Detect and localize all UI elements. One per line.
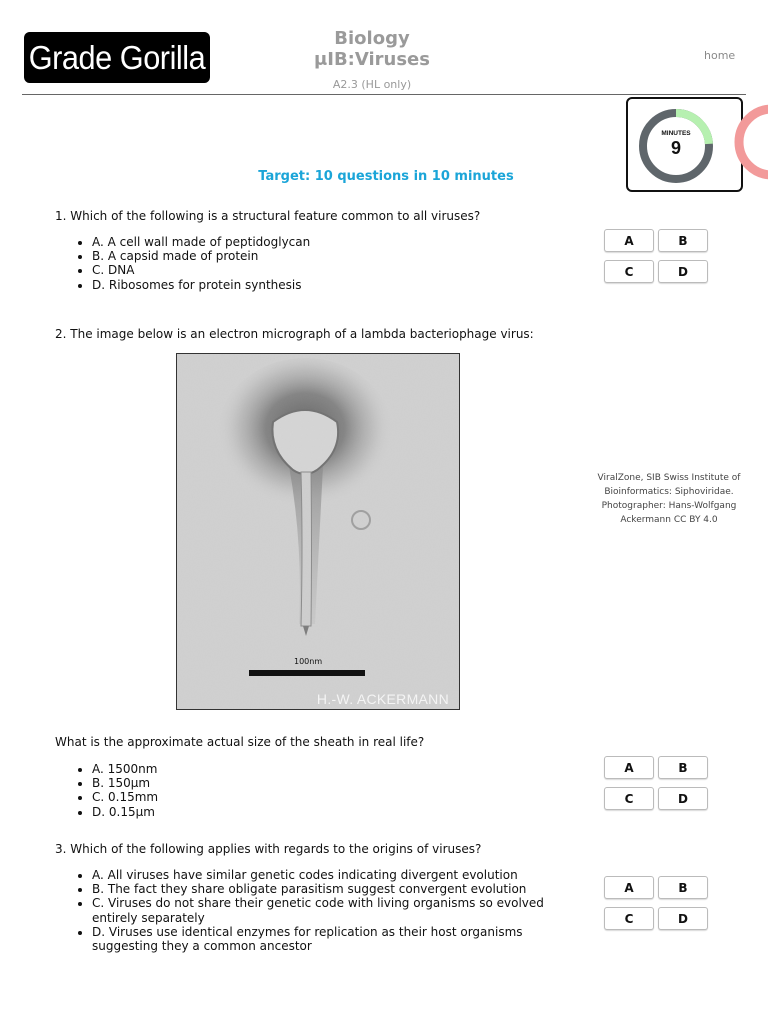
question-3-answer-buttons — [604, 876, 707, 933]
image-credit: ViralZone, SIB Swiss Institute of Bioinformatics: Siphoviridae. Photographer: Hans-Wolfgang Ackermann CC BY 4.0 — [597, 473, 741, 525]
answer-b-button[interactable]: B — [658, 876, 708, 899]
option-a: • A. All viruses have similar genetic codes indicating divergent evolution — [92, 868, 592, 882]
next-timer-ring-arc — [739, 109, 768, 175]
option-a: • A. 1500nm — [92, 762, 632, 776]
next-timer-peek — [730, 104, 768, 180]
topic-title: μIB:Viruses — [314, 49, 430, 70]
question-2-prompt: What is the approximate actual size of the sheath in real life? — [55, 735, 425, 749]
answer-d-button[interactable]: D — [658, 787, 708, 810]
option-c: • C. DNA — [92, 263, 632, 277]
grade-gorilla-logo: Grade Gorilla — [24, 32, 210, 83]
question-2-options — [55, 762, 632, 819]
option-b: • B. 150μm — [92, 776, 632, 790]
bacteriophage-image — [177, 354, 459, 709]
question-1-options — [55, 235, 632, 292]
scale-bar — [249, 670, 365, 676]
photographer-watermark: H.-W. ACKERMANN — [316, 691, 449, 707]
option-c: • C. 0.15mm — [92, 790, 632, 804]
question-3-options — [55, 868, 592, 953]
option-b: • B. A capsid made of protein — [92, 249, 632, 263]
subject-title: Biology — [334, 28, 410, 49]
next-timer-mask — [730, 104, 733, 180]
timer-label: MINUTES — [661, 130, 691, 137]
question-2-answer-buttons — [604, 756, 707, 813]
option-d: • D. 0.15μm — [92, 805, 632, 819]
countdown-timer — [626, 97, 743, 192]
option-c: • C. Viruses do not share their genetic code with living organisms so evolved entirely separately — [92, 896, 592, 924]
option-b: • B. The fact they share obligate parasitism suggest convergent evolution — [92, 882, 592, 896]
timer-ring — [628, 99, 741, 190]
answer-c-button[interactable]: C — [604, 907, 654, 930]
question-3: 3. Which of the following applies with regards to the origins of viruses? — [55, 842, 482, 856]
answer-b-button[interactable]: B — [658, 229, 708, 252]
answer-d-button[interactable]: D — [658, 260, 708, 283]
timer-value: 9 — [670, 138, 682, 158]
electron-micrograph — [176, 353, 460, 710]
home-link[interactable]: home — [704, 49, 736, 62]
question-2: 2. The image below is an electron micrograph of a lambda bacteriophage virus: — [55, 327, 534, 341]
film-grain — [177, 354, 459, 709]
next-timer-ring — [730, 104, 768, 180]
answer-a-button[interactable]: A — [604, 229, 654, 252]
topic-code: A2.3 (HL only) — [332, 78, 412, 91]
header-divider — [22, 94, 746, 95]
option-a: • A. A cell wall made of peptidoglycan — [92, 235, 632, 249]
scale-bar-label: 100nm — [294, 657, 323, 666]
option-d: • D. Ribosomes for protein synthesis — [92, 278, 632, 292]
target-text: Target: 10 questions in 10 minutes — [258, 169, 514, 184]
question-1-answer-buttons — [604, 229, 707, 286]
question-1: 1. Which of the following is a structural feature common to all viruses? — [55, 209, 481, 223]
answer-a-button[interactable]: A — [604, 876, 654, 899]
answer-c-button[interactable]: C — [604, 787, 654, 810]
answer-c-button[interactable]: C — [604, 260, 654, 283]
answer-d-button[interactable]: D — [658, 907, 708, 930]
answer-b-button[interactable]: B — [658, 756, 708, 779]
option-d: • D. Viruses use identical enzymes for replication as their host organisms suggesting they a common ancestor — [92, 925, 592, 953]
answer-a-button[interactable]: A — [604, 756, 654, 779]
